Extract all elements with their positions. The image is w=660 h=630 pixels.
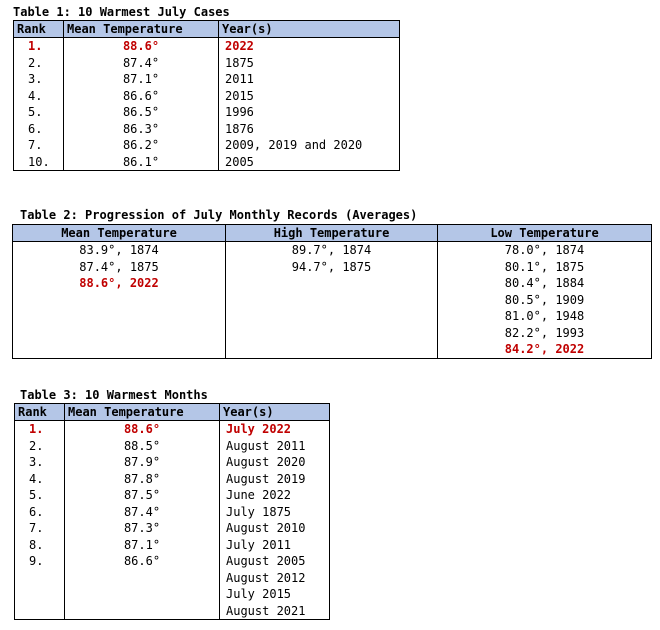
cell-line: 2. bbox=[29, 438, 44, 453]
empty-line bbox=[230, 308, 433, 325]
cell-line: 80.1°, 1875 bbox=[504, 259, 585, 274]
empty-line bbox=[69, 603, 215, 620]
cell-line: 84.2°, 2022 bbox=[504, 342, 585, 356]
empty-line bbox=[230, 275, 433, 292]
years-cell: 2009, 2019 and 2020 bbox=[219, 137, 400, 154]
years-cell: 2022 bbox=[219, 38, 400, 55]
cell-line: 88.5° bbox=[123, 438, 161, 453]
cell-line: 9. bbox=[29, 554, 44, 568]
mean-temperature-cell: 86.1° bbox=[64, 154, 219, 171]
cell-line: 87.3° bbox=[123, 521, 161, 535]
table-row bbox=[14, 121, 400, 138]
cell-line: August 2005 bbox=[226, 554, 306, 568]
cell-line: 87.5° bbox=[123, 488, 161, 502]
empty-line bbox=[17, 325, 221, 342]
mean-temperature-cell: 87.4° bbox=[64, 55, 219, 72]
table1-header-rank: Rank bbox=[14, 21, 64, 38]
empty-line bbox=[17, 308, 221, 325]
cell-line: 87.4° bbox=[123, 504, 161, 519]
cell-line: 81.0°, 1948 bbox=[504, 309, 585, 323]
table1-header-mean-temperature: Mean Temperature bbox=[64, 21, 219, 38]
mean-temperature-cell: 88.6° bbox=[64, 38, 219, 55]
rank-cell: 4. bbox=[14, 88, 64, 105]
table2 bbox=[12, 224, 652, 359]
table3-years-column bbox=[220, 421, 330, 620]
cell-line: 94.7°, 1875 bbox=[291, 259, 372, 274]
table3 bbox=[14, 403, 330, 620]
table2-header-high-temperature: High Temperature bbox=[226, 225, 438, 242]
cell-line: July 2011 bbox=[226, 537, 292, 552]
table-row bbox=[14, 88, 400, 105]
table2-high-column bbox=[226, 242, 438, 359]
table3-caption: Table 3: 10 Warmest Months bbox=[20, 388, 208, 402]
cell-line: 6. bbox=[29, 504, 44, 519]
table3-temp-column bbox=[65, 421, 220, 620]
years-cell: 1876 bbox=[219, 121, 400, 138]
table2-caption: Table 2: Progression of July Monthly Records (Averages) bbox=[20, 208, 418, 222]
table-row bbox=[14, 154, 400, 171]
cell-line: 8. bbox=[29, 537, 44, 552]
cell-line: 83.9°, 1874 bbox=[79, 243, 159, 257]
table3-body-row bbox=[15, 421, 330, 620]
cell-line: 4. bbox=[29, 471, 44, 486]
empty-line bbox=[230, 325, 433, 342]
cell-line: August 2011 bbox=[226, 438, 306, 453]
rank-cell: 10. bbox=[14, 154, 64, 171]
rank-cell: 2. bbox=[14, 55, 64, 72]
table3-header-years: Year(s) bbox=[220, 404, 330, 421]
cell-line: August 2012 bbox=[226, 570, 306, 585]
cell-line: 87.9° bbox=[123, 455, 161, 469]
table2-body-row bbox=[13, 242, 652, 359]
mean-temperature-cell: 86.6° bbox=[64, 88, 219, 105]
cell-line: 80.5°, 1909 bbox=[504, 292, 585, 307]
rank-cell: 1. bbox=[14, 38, 64, 55]
cell-line: 82.2°, 1993 bbox=[504, 325, 585, 340]
cell-line: 78.0°, 1874 bbox=[504, 243, 585, 257]
table1-header-years: Year(s) bbox=[219, 21, 400, 38]
table2-header-low-temperature: Low Temperature bbox=[438, 225, 652, 242]
table3-header-mean-temperature: Mean Temperature bbox=[65, 404, 220, 421]
cell-line: 87.8° bbox=[123, 471, 161, 486]
table1-caption: Table 1: 10 Warmest July Cases bbox=[13, 5, 230, 19]
years-cell: 2015 bbox=[219, 88, 400, 105]
table2-header-row bbox=[13, 225, 652, 242]
cell-line: 89.7°, 1874 bbox=[291, 243, 372, 257]
empty-line bbox=[230, 341, 433, 358]
cell-line: 3. bbox=[29, 455, 44, 469]
cell-line: July 1875 bbox=[226, 504, 292, 519]
cell-line: 80.4°, 1884 bbox=[504, 276, 585, 290]
empty-line bbox=[29, 570, 60, 587]
mean-temperature-cell: 86.3° bbox=[64, 121, 219, 138]
table-row bbox=[14, 71, 400, 88]
empty-line bbox=[230, 292, 433, 309]
cell-line: 88.6° bbox=[123, 422, 161, 436]
rank-cell: 6. bbox=[14, 121, 64, 138]
table-row bbox=[14, 38, 400, 55]
empty-line bbox=[17, 341, 221, 358]
table3-header-rank: Rank bbox=[15, 404, 65, 421]
table3-header-row bbox=[15, 404, 330, 421]
cell-line: 5. bbox=[29, 488, 44, 502]
cell-line: July 2022 bbox=[226, 422, 292, 436]
empty-line bbox=[69, 570, 215, 587]
cell-line: 87.1° bbox=[123, 537, 161, 552]
table2-header-mean-temperature: Mean Temperature bbox=[13, 225, 226, 242]
cell-line: 87.4°, 1875 bbox=[79, 259, 159, 274]
cell-line: 1. bbox=[29, 422, 44, 436]
table3-rank-column bbox=[15, 421, 65, 620]
cell-line: July 2015 bbox=[226, 587, 292, 601]
rank-cell: 7. bbox=[14, 137, 64, 154]
table-row bbox=[14, 137, 400, 154]
empty-line bbox=[69, 586, 215, 603]
cell-line: August 2020 bbox=[226, 455, 306, 469]
mean-temperature-cell: 87.1° bbox=[64, 71, 219, 88]
years-cell: 1875 bbox=[219, 55, 400, 72]
cell-line: June 2022 bbox=[226, 488, 292, 502]
cell-line: 7. bbox=[29, 521, 44, 535]
rank-cell: 5. bbox=[14, 104, 64, 121]
table1-header-row bbox=[14, 21, 400, 38]
table1 bbox=[13, 20, 400, 171]
cell-line: August 2010 bbox=[226, 521, 306, 535]
cell-line: 88.6°, 2022 bbox=[79, 276, 159, 290]
cell-line: August 2021 bbox=[226, 603, 306, 618]
cell-line: 86.6° bbox=[123, 554, 161, 568]
rank-cell: 3. bbox=[14, 71, 64, 88]
mean-temperature-cell: 86.5° bbox=[64, 104, 219, 121]
empty-line bbox=[29, 603, 60, 620]
years-cell: 2005 bbox=[219, 154, 400, 171]
years-cell: 1996 bbox=[219, 104, 400, 121]
table2-low-column bbox=[438, 242, 652, 359]
years-cell: 2011 bbox=[219, 71, 400, 88]
table-row bbox=[14, 104, 400, 121]
table2-mean-column bbox=[13, 242, 226, 359]
mean-temperature-cell: 86.2° bbox=[64, 137, 219, 154]
empty-line bbox=[29, 586, 60, 603]
empty-line bbox=[17, 292, 221, 309]
table-row bbox=[14, 55, 400, 72]
cell-line: August 2019 bbox=[226, 471, 306, 486]
